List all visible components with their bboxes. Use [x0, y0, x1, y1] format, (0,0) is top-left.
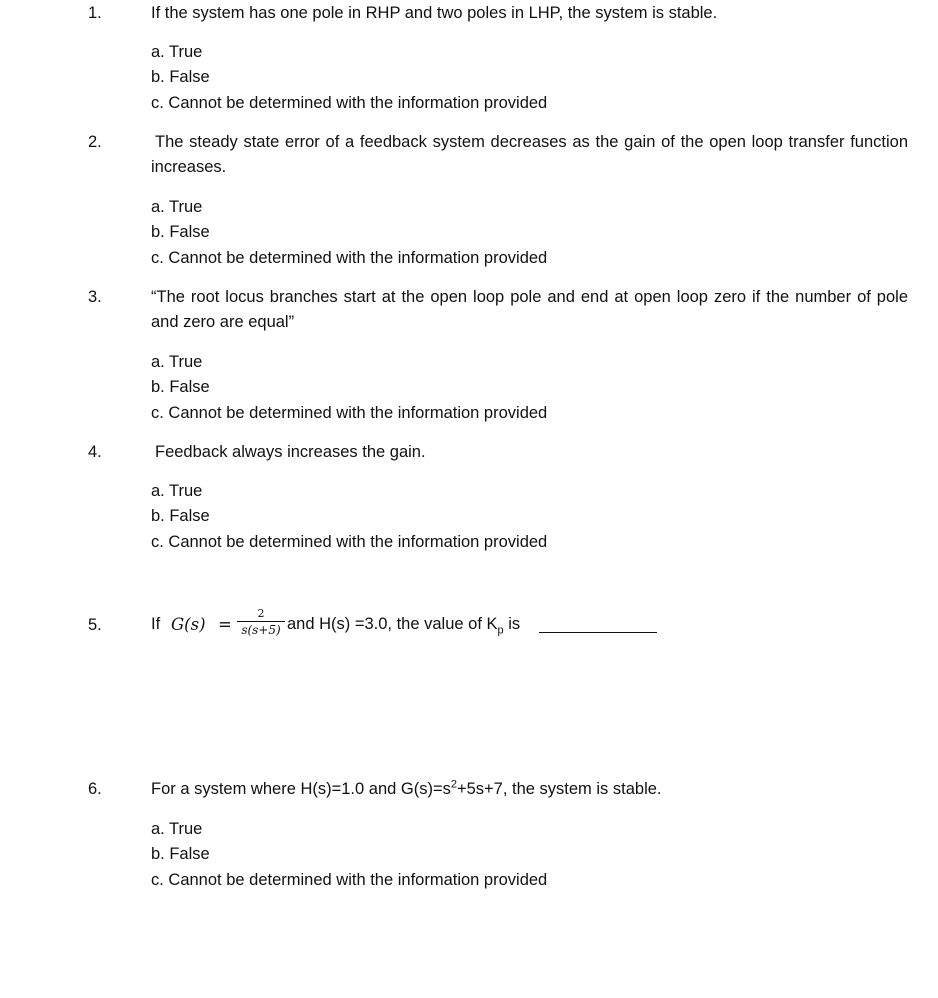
kp-subscript: p [497, 624, 504, 637]
question-number: 5. [88, 616, 102, 634]
equation-prefix: If [151, 615, 161, 633]
option-a[interactable]: a. True [151, 482, 203, 500]
option-list [151, 817, 547, 893]
transfer-function-fraction [237, 608, 285, 637]
option-list [151, 40, 547, 116]
question-text: The steady state error of a feedback system decreases as the gain of the open loop transfer function increases. [151, 133, 908, 176]
question-number: 1. [88, 4, 102, 22]
option-b[interactable]: b. False [151, 68, 210, 87]
question-number: 6. [88, 780, 102, 798]
fraction-denominator: s(s+5) [241, 623, 281, 637]
option-b[interactable]: b. False [151, 507, 210, 526]
fraction-bar [237, 621, 285, 622]
question-text: If the system has one pole in RHP and two poles in LHP, the system is stable. [151, 4, 718, 22]
option-list [151, 350, 547, 426]
option-c[interactable]: c. Cannot be determined with the information provided [151, 93, 548, 112]
question-number: 4. [88, 443, 102, 461]
fraction-numerator: 2 [257, 607, 265, 620]
option-c[interactable]: c. Cannot be determined with the information provided [151, 403, 548, 422]
option-a[interactable]: a. True [151, 820, 203, 838]
option-c[interactable]: c. Cannot be determined with the information provided [151, 532, 548, 551]
option-a[interactable]: a. True [151, 43, 203, 61]
option-b[interactable]: b. False [151, 378, 210, 397]
question-number: 2. [88, 133, 102, 151]
option-a[interactable]: a. True [151, 198, 203, 216]
answer-blank[interactable] [539, 632, 657, 633]
exponent: 2 [450, 778, 457, 791]
question-text: “The root locus branches start at the open loop pole and end at open loop zero if the number of pole and zero are equal” [151, 288, 908, 331]
option-b[interactable]: b. False [151, 845, 210, 864]
question-number: 3. [88, 288, 102, 306]
option-list [151, 195, 547, 271]
question-text: For a system where H(s)=1.0 and $G(s)=s^2+5s+7$, the system is stable. [151, 778, 662, 798]
equation-equals: = [218, 615, 232, 634]
option-a[interactable]: a. True [151, 353, 203, 371]
option-b[interactable]: b. False [151, 223, 210, 242]
equation-lhs: G(s) [171, 615, 206, 634]
question-text: Feedback always increases the gain. [155, 443, 426, 461]
option-c[interactable]: c. Cannot be determined with the information provided [151, 248, 548, 267]
equation-middle-text: and H(s) =3.0, the value of $K_p$ is [287, 615, 521, 637]
option-list [151, 479, 547, 555]
option-c[interactable]: c. Cannot be determined with the information provided [151, 870, 548, 889]
